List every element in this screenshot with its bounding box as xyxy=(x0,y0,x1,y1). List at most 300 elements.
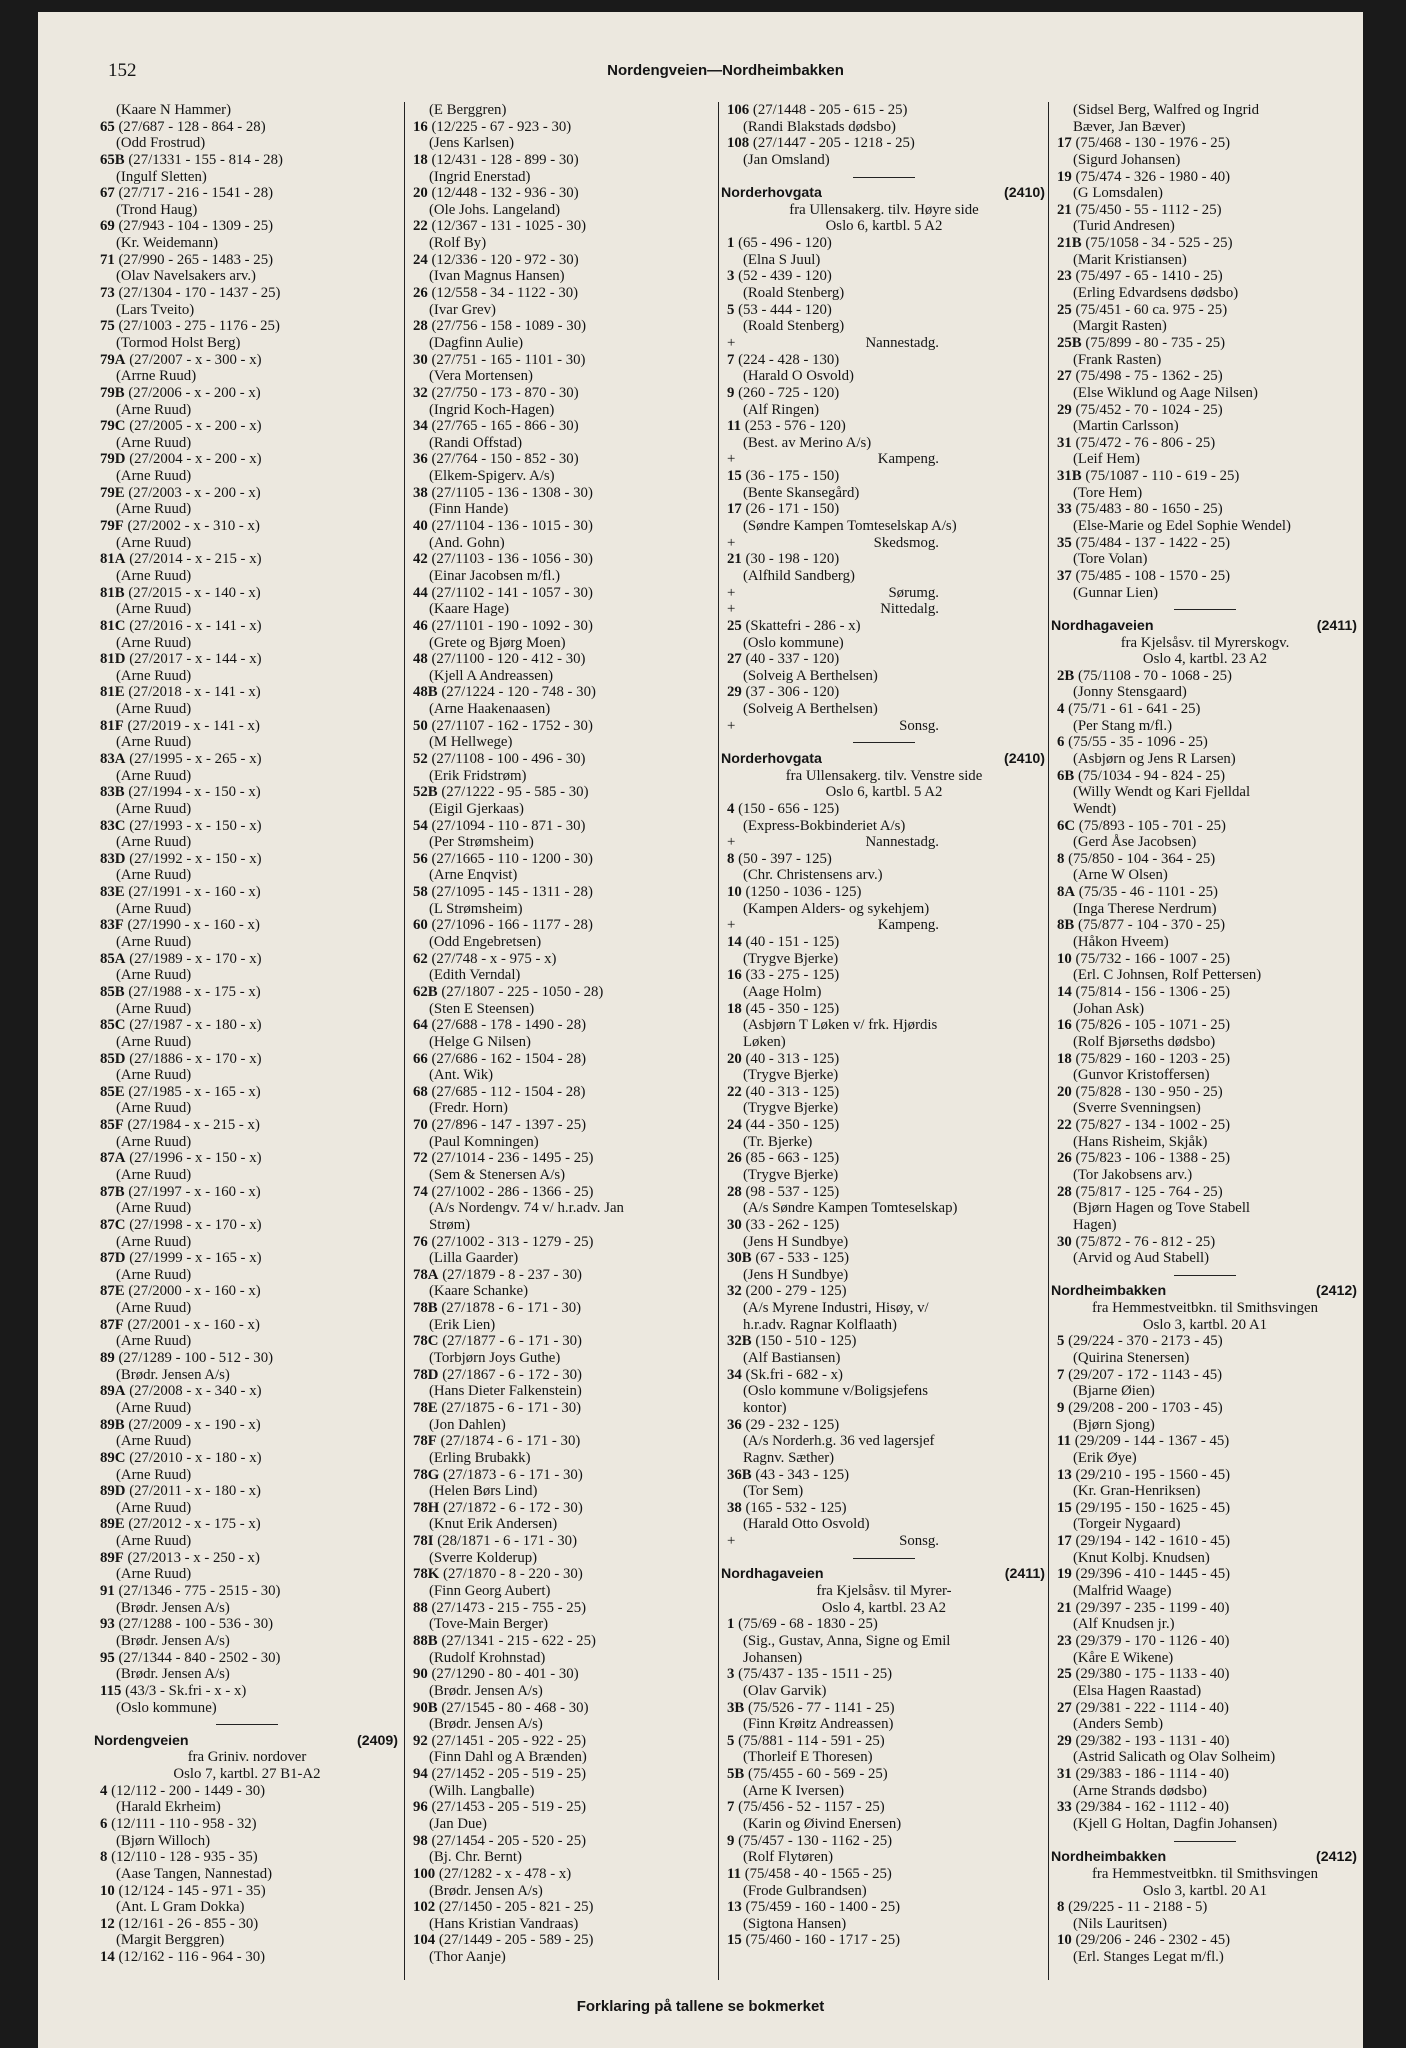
house-number: 20 xyxy=(413,185,428,202)
house-number: 16 xyxy=(1057,1017,1072,1034)
owner-line: (Arne Ruud) xyxy=(116,401,192,418)
address-line xyxy=(407,651,713,668)
property-details: (260 - 725 - 120) xyxy=(738,384,840,401)
property-details: (27/1094 - 110 - 871 - 30) xyxy=(431,817,586,834)
owner-line: (Arne Ruud) xyxy=(116,634,192,651)
property-details: (27/1879 - 8 - 237 - 30) xyxy=(442,1266,582,1283)
address-line xyxy=(94,1949,400,1966)
property-details: (224 - 428 - 130) xyxy=(738,351,840,368)
house-number: 83A xyxy=(100,750,126,767)
property-details: (33 - 275 - 125) xyxy=(745,967,840,984)
house-number: 30B xyxy=(727,1250,752,1267)
street-name: Norderhovgata xyxy=(721,750,822,767)
column-1 xyxy=(94,102,400,1980)
owner-line: (Einar Jacobsen m/fl.) xyxy=(429,567,561,584)
address-line xyxy=(94,1350,400,1367)
house-number: 78I xyxy=(413,1533,434,1550)
address-line xyxy=(94,884,400,901)
property-details: (40 - 337 - 120) xyxy=(745,651,840,668)
property-details: (75/35 - 46 - 1101 - 25) xyxy=(1078,884,1218,901)
owner-line: (Arne Haakenaasen) xyxy=(429,701,551,718)
property-details: (27/1104 - 136 - 1015 - 30) xyxy=(431,518,593,535)
owner-line: (Knut Erik Andersen) xyxy=(429,1516,558,1533)
owner-line: (Alf Bastiansen) xyxy=(743,1350,841,1367)
house-number: 4 xyxy=(727,800,735,817)
owner-line: (Bjørn Sjong) xyxy=(1073,1416,1155,1433)
owner-line: (Arne Ruud) xyxy=(116,1200,192,1217)
owner-line: (Ole Johs. Langeland) xyxy=(429,201,561,218)
house-number: 108 xyxy=(727,135,750,152)
owner-line: (Elna S Juul) xyxy=(743,251,821,268)
property-details: (27/1878 - 6 - 171 - 30) xyxy=(441,1300,582,1317)
house-number: 72 xyxy=(413,1150,428,1167)
street-code: (2412) xyxy=(1315,1283,1357,1300)
owner-line: (Jan Due) xyxy=(429,1815,487,1832)
property-details: (165 - 532 - 125) xyxy=(745,1499,847,1516)
property-details: (27/1985 - x - 165 - x) xyxy=(128,1083,261,1100)
owner-line: (Johan Ask) xyxy=(1073,1000,1145,1017)
property-details: (12/110 - 128 - 935 - 35) xyxy=(111,1849,258,1866)
house-number: 78B xyxy=(413,1300,438,1317)
owner-line: (Arne Ruud) xyxy=(116,734,192,751)
owner-line: (Martin Carlsson) xyxy=(1073,418,1179,435)
property-details: (29/194 - 142 - 1610 - 45) xyxy=(1075,1533,1231,1550)
property-details: (27/1103 - 136 - 1056 - 30) xyxy=(431,551,593,568)
address-line xyxy=(721,551,1047,568)
cross-street-line xyxy=(721,585,1047,602)
property-details: (12/124 - 145 - 971 - 35) xyxy=(118,1882,266,1899)
owner-line: kontor) xyxy=(743,1399,787,1416)
house-number: 18 xyxy=(413,151,428,168)
address-line xyxy=(1051,1899,1359,1916)
property-details: (27/2019 - x - 141 - x) xyxy=(127,717,260,734)
address-line xyxy=(407,1833,713,1850)
property-details: (29/224 - 370 - 2173 - 45) xyxy=(1068,1333,1223,1350)
property-details: (27/1107 - 162 - 1752 - 30) xyxy=(431,717,593,734)
property-details: (27/1995 - x - 265 - x) xyxy=(129,750,262,767)
address-line xyxy=(94,1783,400,1800)
owner-line: (Arne Ruud) xyxy=(116,434,192,451)
owner-line: (Jon Dahlen) xyxy=(429,1416,506,1433)
house-number: 38 xyxy=(413,484,428,501)
house-number: 21B xyxy=(1057,235,1082,252)
house-number: 24 xyxy=(413,251,428,268)
page-header xyxy=(108,60,1343,86)
street-heading xyxy=(721,185,1047,202)
owner-line: (Ant. L Gram Dokka) xyxy=(116,1899,245,1916)
property-details: (27/2005 - x - 200 - x) xyxy=(129,418,262,435)
address-line xyxy=(1051,402,1359,419)
address-line xyxy=(94,1583,400,1600)
property-details: (75/526 - 77 - 1141 - 25) xyxy=(747,1699,895,1716)
owner-line: (Quirina Stenersen) xyxy=(1073,1350,1190,1367)
house-number: 85F xyxy=(100,1117,124,1134)
street-description: Oslo 3, kartbl. 20 A1 xyxy=(1142,1316,1268,1333)
property-details: (27/1346 - 775 - 2515 - 30) xyxy=(118,1583,281,1600)
owner-line: (Hans Risheim, Skjåk) xyxy=(1073,1133,1208,1150)
house-number: 78E xyxy=(413,1399,438,1416)
owner-line: (Jonny Stensgaard) xyxy=(1073,684,1187,701)
owner-line: (Søndre Kampen Tomteselskap A/s) xyxy=(743,518,957,535)
property-details: (27/2013 - x - 250 - x) xyxy=(127,1549,260,1566)
address-line xyxy=(1051,202,1359,219)
house-number: 78K xyxy=(413,1566,440,1583)
address-line xyxy=(94,851,400,868)
property-details: (27/1867 - 6 - 172 - 30) xyxy=(442,1366,582,1383)
house-number: 26 xyxy=(1057,1150,1072,1167)
owner-line: (Erl. Stanges Legat m/fl.) xyxy=(1073,1949,1224,1966)
owner-line: Wendt) xyxy=(1073,800,1117,817)
owner-line: (Knut Kolbj. Knudsen) xyxy=(1073,1549,1210,1566)
address-line xyxy=(721,1467,1047,1484)
property-details: (12/431 - 128 - 899 - 30) xyxy=(431,151,579,168)
street-code: (2411) xyxy=(1316,617,1357,634)
cross-street-name: Sonsg. xyxy=(899,1533,939,1550)
house-number: 85A xyxy=(100,950,126,967)
street-code: (2410) xyxy=(1003,185,1045,202)
house-number: 8 xyxy=(1057,1899,1065,1916)
address-line xyxy=(721,651,1047,668)
house-number: 31 xyxy=(1057,1766,1072,1783)
address-line xyxy=(1051,1117,1359,1134)
address-line xyxy=(721,418,1047,435)
house-number: 52B xyxy=(413,784,438,801)
owner-line: (Arne Ruud) xyxy=(116,1167,192,1183)
property-details: (29/397 - 235 - 1199 - 40) xyxy=(1075,1599,1230,1616)
owner-line: (Ingulf Sletten) xyxy=(116,168,207,185)
owner-line: (Eigil Gjerkaas) xyxy=(429,800,524,817)
cross-street-name: Nannestadg. xyxy=(865,334,939,351)
house-number: 10 xyxy=(727,884,742,901)
owner-line: (Arne Ruud) xyxy=(116,1566,192,1583)
owner-line: Strøm) xyxy=(429,1216,471,1233)
house-number: 44 xyxy=(413,584,428,601)
property-details: (75/877 - 104 - 370 - 25) xyxy=(1077,917,1226,934)
address-line xyxy=(407,1633,713,1650)
house-number: 64 xyxy=(413,1017,428,1034)
address-line xyxy=(1051,1932,1359,1949)
house-number: 83B xyxy=(100,784,125,801)
address-line xyxy=(721,1051,1047,1068)
address-line xyxy=(94,1550,400,1567)
owner-line: (Torgeir Nygaard) xyxy=(1073,1516,1181,1533)
cross-street-name: Sørumg. xyxy=(888,584,939,601)
house-number: 12 xyxy=(100,1915,115,1932)
owner-line: (Arne Ruud) xyxy=(116,1033,192,1050)
owner-line: (Kaare Schanke) xyxy=(429,1283,528,1300)
owner-line: (Arrne Ruud) xyxy=(116,368,197,385)
house-number: 28 xyxy=(413,318,428,335)
house-number: 79B xyxy=(100,384,125,401)
property-details: (27/2008 - x - 340 - x) xyxy=(129,1383,262,1400)
property-details: (253 - 576 - 120) xyxy=(744,418,846,435)
property-details: (12/367 - 131 - 1025 - 30) xyxy=(431,218,587,235)
owner-line: (G Lomsdalen) xyxy=(1073,185,1163,202)
owner-line: (Brødr. Jensen A/s) xyxy=(116,1666,230,1683)
owner-line: (Odd Frostrud) xyxy=(116,135,206,152)
owner-line: (Arne Ruud) xyxy=(116,1100,192,1117)
owner-line: (Arne Ruud) xyxy=(116,800,192,817)
owner-line: (Tor Sem) xyxy=(743,1483,804,1500)
house-number: 78A xyxy=(413,1266,439,1283)
owner-line: (Jens H Sundbye) xyxy=(743,1233,849,1250)
house-number: 75 xyxy=(100,318,115,335)
address-line xyxy=(721,1001,1047,1018)
address-line xyxy=(721,1766,1047,1783)
house-number: 4 xyxy=(1057,701,1065,718)
property-details: (27/2016 - x - 141 - x) xyxy=(129,617,262,634)
house-number: 6 xyxy=(1057,734,1065,751)
property-details: (Skattefri - 286 - x) xyxy=(745,617,861,634)
house-number: 23 xyxy=(1057,1632,1072,1649)
property-details: (75/1058 - 34 - 525 - 25) xyxy=(1085,235,1233,252)
house-number: 56 xyxy=(413,850,428,867)
owner-line: (Chr. Christensens arv.) xyxy=(743,867,883,884)
owner-line: (Kaare Hage) xyxy=(429,601,510,618)
property-details: (27/686 - 162 - 1504 - 28) xyxy=(431,1050,587,1067)
property-details: (12/162 - 116 - 964 - 30) xyxy=(118,1949,266,1966)
house-number: 6C xyxy=(1057,817,1076,834)
address-line xyxy=(407,152,713,169)
house-number: 29 xyxy=(727,684,742,701)
address-line xyxy=(1051,1433,1359,1450)
house-number: 25 xyxy=(727,617,742,634)
street-name: Nordengveien xyxy=(94,1732,189,1749)
address-line xyxy=(1051,1333,1359,1350)
address-line xyxy=(94,1650,400,1667)
owner-line: (Arne Ruud) xyxy=(116,701,192,718)
owner-line: (Asbjørn T Løken v/ frk. Hjørdis xyxy=(743,1017,938,1034)
address-line xyxy=(407,1533,713,1550)
address-line xyxy=(407,1234,713,1251)
owner-line: (Nils Lauritsen) xyxy=(1073,1915,1168,1932)
house-number: 89 xyxy=(100,1350,115,1367)
street-name: Nordhagaveien xyxy=(721,1566,824,1583)
property-details: (27/1875 - 6 - 171 - 30) xyxy=(441,1399,582,1416)
cross-street-line xyxy=(721,834,1047,851)
address-line xyxy=(1051,1467,1359,1484)
property-details: (27/1450 - 205 - 821 - 25) xyxy=(438,1899,594,1916)
owner-line: (Tore Hem) xyxy=(1073,484,1143,501)
address-line xyxy=(94,418,400,435)
owner-line: (Bjarne Øien) xyxy=(1073,1383,1155,1400)
property-details: (29/396 - 410 - 1445 - 45) xyxy=(1075,1566,1231,1583)
owner-line: (Håkon Hveem) xyxy=(1073,934,1169,951)
house-number: 17 xyxy=(1057,1533,1072,1550)
owner-line: (Marit Kristiansen) xyxy=(1073,251,1187,268)
house-number: 90 xyxy=(413,1666,428,1683)
house-number: 87C xyxy=(100,1216,126,1233)
house-number: 76 xyxy=(413,1233,428,1250)
owner-line: (Sigtona Hansen) xyxy=(743,1915,847,1932)
street-description: fra Hemmestveitbkn. til Smithsvingen xyxy=(1091,1865,1319,1882)
street-code: (2409) xyxy=(356,1732,398,1749)
property-details: (50 - 397 - 125) xyxy=(738,850,832,867)
address-line xyxy=(407,1267,713,1284)
property-details: (27/2003 - x - 200 - x) xyxy=(128,484,261,501)
property-details: (75/456 - 52 - 1157 - 25) xyxy=(738,1799,885,1816)
address-line xyxy=(94,1616,400,1633)
owner-line: (Arne Ruud) xyxy=(116,1333,192,1350)
property-details: (27/2004 - x - 200 - x) xyxy=(129,451,262,468)
address-line xyxy=(721,352,1047,369)
street-description: Oslo 3, kartbl. 20 A1 xyxy=(1142,1882,1268,1899)
owner-line: (Odd Engebretsen) xyxy=(429,934,542,951)
address-line xyxy=(94,1849,400,1866)
house-number: 58 xyxy=(413,884,428,901)
owner-line: (Bjørn Hagen og Tove Stabell xyxy=(1073,1200,1251,1217)
section-divider xyxy=(721,734,1047,751)
owner-line: (Arne Ruud) xyxy=(116,900,192,917)
owner-line: (Per Strømsheim) xyxy=(429,834,534,851)
owner-line: (Vera Mortensen) xyxy=(429,368,533,385)
house-number: 48 xyxy=(413,651,428,668)
owner-line: h.r.adv. Ragnar Kolflaath) xyxy=(743,1316,897,1333)
property-details: (27/1999 - x - 165 - x) xyxy=(129,1250,262,1267)
house-number: 10 xyxy=(100,1882,115,1899)
house-number: 85C xyxy=(100,1017,126,1034)
house-number: 16 xyxy=(727,967,742,984)
house-number: 96 xyxy=(413,1799,428,1816)
house-number: 11 xyxy=(1057,1433,1071,1450)
address-line xyxy=(94,185,400,202)
address-line xyxy=(721,1367,1047,1384)
property-details: (27/1222 - 95 - 585 - 30) xyxy=(441,784,589,801)
property-details: (27/1290 - 80 - 401 - 30) xyxy=(431,1666,579,1683)
address-line xyxy=(1051,1700,1359,1717)
owner-line: (Erik Fridstrøm) xyxy=(429,767,527,784)
house-number: 25 xyxy=(1057,301,1072,318)
house-number: 27 xyxy=(1057,1699,1072,1716)
house-number: 32B xyxy=(727,1333,752,1350)
address-line xyxy=(721,1184,1047,1201)
address-line xyxy=(94,818,400,835)
property-details: (27/1996 - x - 150 - x) xyxy=(129,1150,262,1167)
house-number: 28 xyxy=(1057,1183,1072,1200)
owner-line: (And. Gohn) xyxy=(429,534,505,551)
property-details: (75/899 - 80 - 735 - 25) xyxy=(1085,334,1226,351)
street-name: Norderhovgata xyxy=(721,185,822,202)
property-details: (27/1014 - 236 - 1495 - 25) xyxy=(431,1150,594,1167)
house-number: 17 xyxy=(727,501,742,518)
property-details: (27/1807 - 225 - 1050 - 28) xyxy=(441,983,604,1000)
house-number: 6B xyxy=(1057,767,1075,784)
address-line xyxy=(1051,468,1359,485)
house-number: 83F xyxy=(100,917,124,934)
owner-line: (Margit Berggren) xyxy=(116,1932,225,1949)
owner-line: (Karin og Øivind Enersen) xyxy=(743,1815,902,1832)
house-number: 98 xyxy=(413,1832,428,1849)
property-details: (27/1665 - 110 - 1200 - 30) xyxy=(431,850,593,867)
house-number: 81E xyxy=(100,684,125,701)
property-details: (29/380 - 175 - 1133 - 40) xyxy=(1075,1666,1230,1683)
property-details: (27/1289 - 100 - 512 - 30) xyxy=(118,1350,274,1367)
address-line xyxy=(1051,1633,1359,1650)
address-line xyxy=(721,1700,1047,1717)
address-line xyxy=(407,1566,713,1583)
property-details: (29/379 - 170 - 1126 - 40) xyxy=(1075,1632,1230,1649)
property-details: (27/1095 - 145 - 1311 - 28) xyxy=(431,884,593,901)
house-number: 21 xyxy=(1057,1599,1072,1616)
owner-line: (Randi Offstad) xyxy=(429,434,523,451)
address-line xyxy=(1051,335,1359,352)
address-line xyxy=(721,1333,1047,1350)
house-number: 35 xyxy=(1057,534,1072,551)
house-number: 60 xyxy=(413,917,428,934)
house-number: 79F xyxy=(100,518,124,535)
property-details: (75/893 - 105 - 701 - 25) xyxy=(1078,817,1226,834)
plus-marker: + xyxy=(727,917,736,934)
property-details: (27/1448 - 205 - 615 - 25) xyxy=(752,102,908,118)
house-number: 83D xyxy=(100,850,126,867)
address-line xyxy=(407,285,713,302)
house-number: 7 xyxy=(727,1799,735,1816)
plus-marker: + xyxy=(727,717,736,734)
property-details: (27/1453 - 205 - 519 - 25) xyxy=(431,1799,587,1816)
owner-line: (Randi Blakstads dødsbo) xyxy=(743,118,896,135)
owner-line: (Frode Gulbrandsen) xyxy=(743,1882,867,1899)
property-details: (29/206 - 246 - 2302 - 45) xyxy=(1075,1932,1231,1949)
property-details: (27/1874 - 6 - 171 - 30) xyxy=(440,1433,581,1450)
owner-line: (Arne Ruud) xyxy=(116,1466,192,1483)
owner-line: (Arne Ruud) xyxy=(116,1399,192,1416)
address-line xyxy=(721,1500,1047,1517)
address-line xyxy=(94,751,400,768)
owner-line: (Trond Haug) xyxy=(116,201,198,218)
house-number: 9 xyxy=(727,1832,735,1849)
owner-line: (Kampen Alders- og sykehjem) xyxy=(743,900,930,917)
address-line xyxy=(1051,169,1359,186)
property-details: (29/383 - 186 - 1114 - 40) xyxy=(1075,1766,1229,1783)
property-details: (27/1101 - 190 - 1092 - 30) xyxy=(431,617,593,634)
owner-line: (Asbjørn og Jens R Larsen) xyxy=(1073,750,1236,767)
house-number: 26 xyxy=(727,1150,742,1167)
house-number: 19 xyxy=(1057,1566,1072,1583)
property-details: (27/2009 - x - 190 - x) xyxy=(128,1416,261,1433)
address-line xyxy=(94,984,400,1001)
owner-line: (Brødr. Jensen A/s) xyxy=(116,1599,230,1616)
owner-line: (Ivar Grev) xyxy=(429,301,496,318)
address-line xyxy=(407,1932,713,1949)
property-details: (27/1994 - x - 150 - x) xyxy=(128,784,261,801)
house-number: 8 xyxy=(100,1849,108,1866)
street-code: (2410) xyxy=(1003,750,1045,767)
address-line xyxy=(407,1700,713,1717)
property-details: (75/468 - 130 - 1976 - 25) xyxy=(1075,135,1231,152)
owner-line: (Aase Tangen, Nannestad) xyxy=(116,1865,273,1882)
address-line xyxy=(94,1084,400,1101)
property-details: (27/1344 - 840 - 2502 - 30) xyxy=(118,1649,281,1666)
owner-line: (Frank Rasten) xyxy=(1073,351,1162,368)
owner-line: (Ant. Wik) xyxy=(429,1067,494,1084)
property-details: (75/826 - 105 - 1071 - 25) xyxy=(1075,1017,1231,1034)
property-details: (75/498 - 75 - 1362 - 25) xyxy=(1075,368,1223,385)
plus-marker: + xyxy=(727,534,736,551)
address-line xyxy=(1051,235,1359,252)
owner-line: (Rolf Bjørseths dødsbo) xyxy=(1073,1033,1216,1050)
address-line xyxy=(721,1283,1047,1300)
property-details: (27/2012 - x - 175 - x) xyxy=(128,1516,261,1533)
house-number: 15 xyxy=(727,1932,742,1949)
directory-page xyxy=(38,12,1363,2048)
owner-line: (Ingrid Enerstad) xyxy=(429,168,531,185)
address-line xyxy=(94,1483,400,1500)
street-description: Oslo 4, kartbl. 23 A2 xyxy=(1142,651,1268,668)
owner-line: (Alf Ringen) xyxy=(743,401,820,418)
owner-line: (Dagfinn Aulie) xyxy=(429,334,524,351)
address-line xyxy=(94,585,400,602)
owner-line: (Finn Dahl og A Brænden) xyxy=(429,1749,587,1766)
